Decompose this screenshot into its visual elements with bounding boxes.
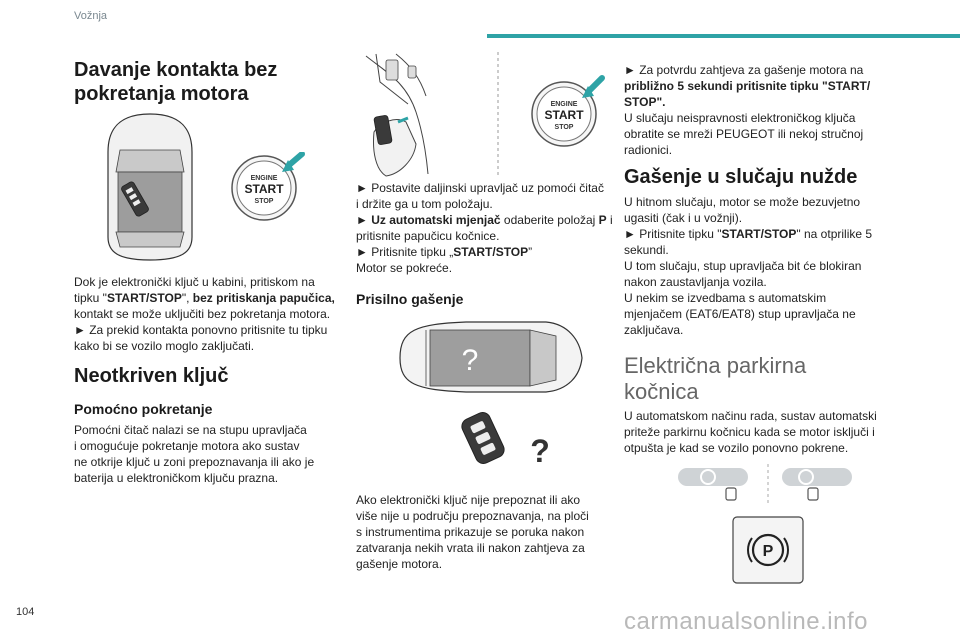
text-span: START/STOP bbox=[106, 291, 182, 305]
text-line: ► Za potvrdu zahtjeva za gašenje motora na bbox=[624, 63, 864, 77]
text-span: START/STOP bbox=[721, 227, 797, 241]
text-line: U tom slučaju, stup upravljača bit će blokiran bbox=[624, 259, 862, 273]
text-line: s instrumentima prikazuje se poruka nakon bbox=[356, 525, 585, 539]
text-line: obratite se mreži PEUGEOT ili nekoj stručnoj bbox=[624, 127, 864, 141]
text-line: gašenje motora. bbox=[356, 557, 443, 571]
text-span: P bbox=[598, 213, 607, 227]
text-line: ► Postavite daljinski upravljač uz pomoći čitač bbox=[356, 181, 604, 195]
title-line: pokretanja motora bbox=[74, 83, 249, 105]
text-line: U automatskom načinu rada, sustav automatski bbox=[624, 409, 877, 423]
text-line: i držite ga u tom položaju. bbox=[356, 197, 493, 211]
text-span: odaberite položaj bbox=[500, 213, 599, 227]
text-line: U slučaju neispravnosti elektroničkog ključa bbox=[624, 111, 856, 125]
text-span: ► bbox=[356, 213, 372, 227]
title-line: Davanje kontakta bez bbox=[74, 59, 278, 81]
text-line: U nekim se izvedbama s automatskim bbox=[624, 291, 827, 305]
text-line: Ako elektronički ključ nije prepoznat ili ako bbox=[356, 493, 581, 507]
button-label-start: START bbox=[544, 108, 584, 122]
heading-aux-start: Pomoćno pokretanje bbox=[74, 401, 213, 417]
text-line: pritisnite papučicu kočnice. bbox=[356, 229, 500, 243]
parking-brake-indicator-illustration bbox=[676, 464, 856, 504]
text-line bbox=[624, 226, 872, 242]
parking-brake-icon bbox=[732, 516, 804, 584]
text-span: ", bbox=[181, 291, 193, 305]
text-span: ► Pritisnite tipku " bbox=[624, 227, 722, 241]
text-line: Motor se pokreće. bbox=[356, 261, 453, 275]
heading-line: kočnica bbox=[624, 379, 699, 404]
button-label-stop: STOP bbox=[254, 198, 274, 205]
svg-text:P: P bbox=[762, 543, 774, 560]
text-line: STOP". bbox=[624, 95, 666, 109]
text-line: i omogućuje pokretanje motora ako sustav bbox=[74, 439, 300, 453]
engine-start-button-icon bbox=[526, 70, 606, 150]
question-mark: ? bbox=[530, 433, 550, 469]
text-line: sekundi. bbox=[624, 243, 669, 257]
text-line: ► Za prekid kontakta ponovno pritisnite tu tipku bbox=[74, 323, 328, 337]
text-line bbox=[356, 244, 532, 260]
text-line: više nije u području prepoznavanja, na ploči bbox=[356, 509, 589, 523]
button-label-engine: ENGINE bbox=[550, 101, 578, 108]
header-section: Vožnja bbox=[74, 10, 108, 22]
text-line: ugasiti (čak i u vožnji). bbox=[624, 211, 743, 225]
text-line: zatvaranja nekih vrata ili nakon zahtjeva za bbox=[356, 541, 585, 555]
text-span: START/STOP bbox=[453, 245, 529, 259]
text-span: ► Pritisnite tipku „ bbox=[356, 245, 454, 259]
heading-undetected-key: Neotkriven ključ bbox=[74, 365, 229, 387]
text-line: priteže parkirnu kočnicu kada se motor isključi i bbox=[624, 425, 875, 439]
watermark: carmanualsonline.info bbox=[624, 608, 868, 635]
text-line: zaključava. bbox=[624, 323, 684, 337]
button-label-engine: ENGINE bbox=[250, 175, 278, 182]
text-line bbox=[356, 212, 613, 228]
text-line: radionici. bbox=[624, 143, 673, 157]
text-line: baterija u elektroničkom ključu prazna. bbox=[74, 471, 279, 485]
text-line: mjenjačem (EAT6/EAT8) stup upravljača ne bbox=[624, 307, 856, 321]
text-line: U hitnom slučaju, motor se može bezuvjetno bbox=[624, 195, 861, 209]
heading-forced-stop: Prisilno gašenje bbox=[356, 291, 464, 307]
text-span: Uz automatski mjenjač bbox=[371, 213, 501, 227]
text-line: Dok je elektronički ključ u kabini, pritiskom na bbox=[74, 275, 315, 289]
question-mark: ? bbox=[461, 344, 479, 377]
header-accent-bar bbox=[487, 34, 960, 38]
text-span: ” bbox=[528, 245, 533, 259]
button-label-start: START bbox=[244, 182, 284, 196]
heading-emergency-stop: Gašenje u slučaju nužde bbox=[624, 166, 858, 188]
text-line: Pomoćni čitač nalazi se na stupu upravljača bbox=[74, 423, 307, 437]
car-key-illustration bbox=[100, 112, 200, 262]
steering-column-reader-illustration bbox=[356, 52, 516, 177]
text-line: kontakt se može uključiti bez pokretanja motora. bbox=[74, 307, 331, 321]
text-line: približno 5 sekundi pritisnite tipku "START/ bbox=[624, 79, 871, 93]
text-line: otpušta je kad se vozilo ponovno pokrene. bbox=[624, 441, 849, 455]
heading-line: Električna parkirna bbox=[624, 353, 807, 378]
text-span: i bbox=[606, 213, 613, 227]
text-span: " na otprilike 5 bbox=[796, 227, 873, 241]
text-line: ne otkrije ključ u zoni prepoznavanja ili ako je bbox=[74, 455, 315, 469]
text-span: tipku " bbox=[74, 291, 107, 305]
button-label-stop: STOP bbox=[554, 124, 574, 131]
text-line bbox=[74, 290, 335, 306]
text-line: kako bi se vozilo moglo zaključati. bbox=[74, 339, 255, 353]
page-number: 104 bbox=[16, 606, 35, 618]
text-line: nakon zaustavljanja vozila. bbox=[624, 275, 767, 289]
car-unknown-key-illustration bbox=[396, 318, 586, 472]
text-span: bez pritiskanja papučica, bbox=[192, 291, 335, 305]
engine-start-button-icon bbox=[226, 152, 306, 222]
